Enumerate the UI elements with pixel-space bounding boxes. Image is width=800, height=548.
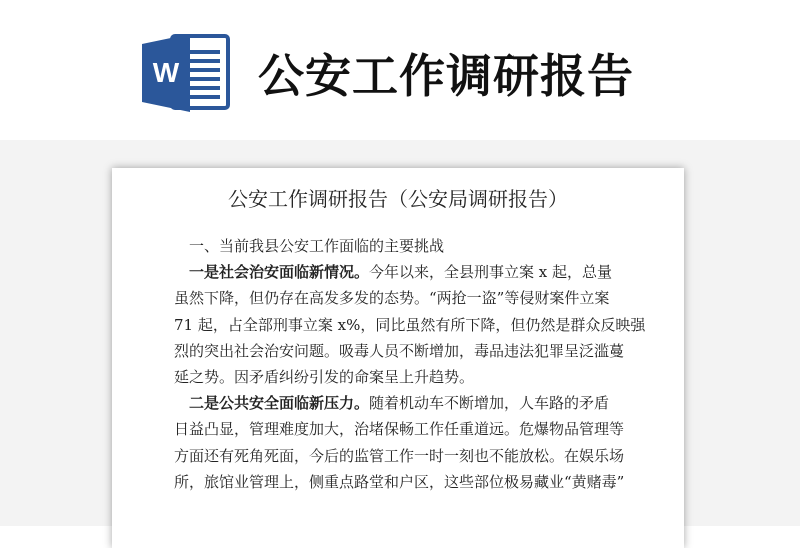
paragraph-text: 随着机动车不断增加，人车路的矛盾 xyxy=(369,394,610,413)
paragraph-text: 虽然下降，但仍存在高发多发的态势。“两抢一盗”等侵财案件立案 xyxy=(174,289,610,308)
paragraph-line xyxy=(174,416,649,442)
paragraph-text: 所，旅馆业管理上，侧重点路堂和户区，这些部位极易藏业“黄赌毒” xyxy=(174,472,625,491)
paragraph-line xyxy=(174,312,649,338)
word-document-icon xyxy=(142,34,232,112)
paragraph-text: 延之势。因矛盾纠纷引发的命案呈上升趋势。 xyxy=(174,367,475,386)
paragraph-text: 日益凸显，管理难度加大，治堵保畅工作任重道远。危爆物品管理等 xyxy=(174,420,625,439)
paragraph-line xyxy=(174,364,649,390)
document-title: 公安工作调研报告（公安局调研报告） xyxy=(228,187,568,211)
paragraph-text: 今年以来，全县刑事立案 x 起，总量 xyxy=(369,263,613,282)
paragraph-line xyxy=(174,338,649,364)
paragraph-text: 方面还有死角死面，今后的监管工作一时一刻也不能放松。在娱乐场 xyxy=(174,446,625,465)
banner-title: 公安工作调研报告 xyxy=(258,49,634,103)
paragraph-line xyxy=(189,390,649,416)
paragraph-line xyxy=(189,259,649,285)
paragraph-lead: 一是社会治安面临新情况。 xyxy=(189,263,370,282)
paragraph-lead: 二是公共安全面临新压力。 xyxy=(189,394,370,413)
document-body xyxy=(174,233,649,495)
document-page xyxy=(112,168,684,548)
banner xyxy=(0,0,800,140)
section-heading-text: 一、当前我县公安工作面临的主要挑战 xyxy=(189,237,445,255)
word-logo-letter: W xyxy=(152,57,180,88)
paragraph-text: 烈的突出社会治安问题。吸毒人员不断增加，毒品违法犯罪呈泛滥蔓 xyxy=(174,341,625,360)
section-heading xyxy=(189,233,649,259)
paragraph-line xyxy=(174,285,649,311)
paragraph-line xyxy=(174,469,649,495)
paragraph-line xyxy=(174,443,649,469)
paragraph-text: 71 起，占全部刑事立案 x%，同比虽然有所下降，但仍然是群众反映强 xyxy=(174,315,646,334)
